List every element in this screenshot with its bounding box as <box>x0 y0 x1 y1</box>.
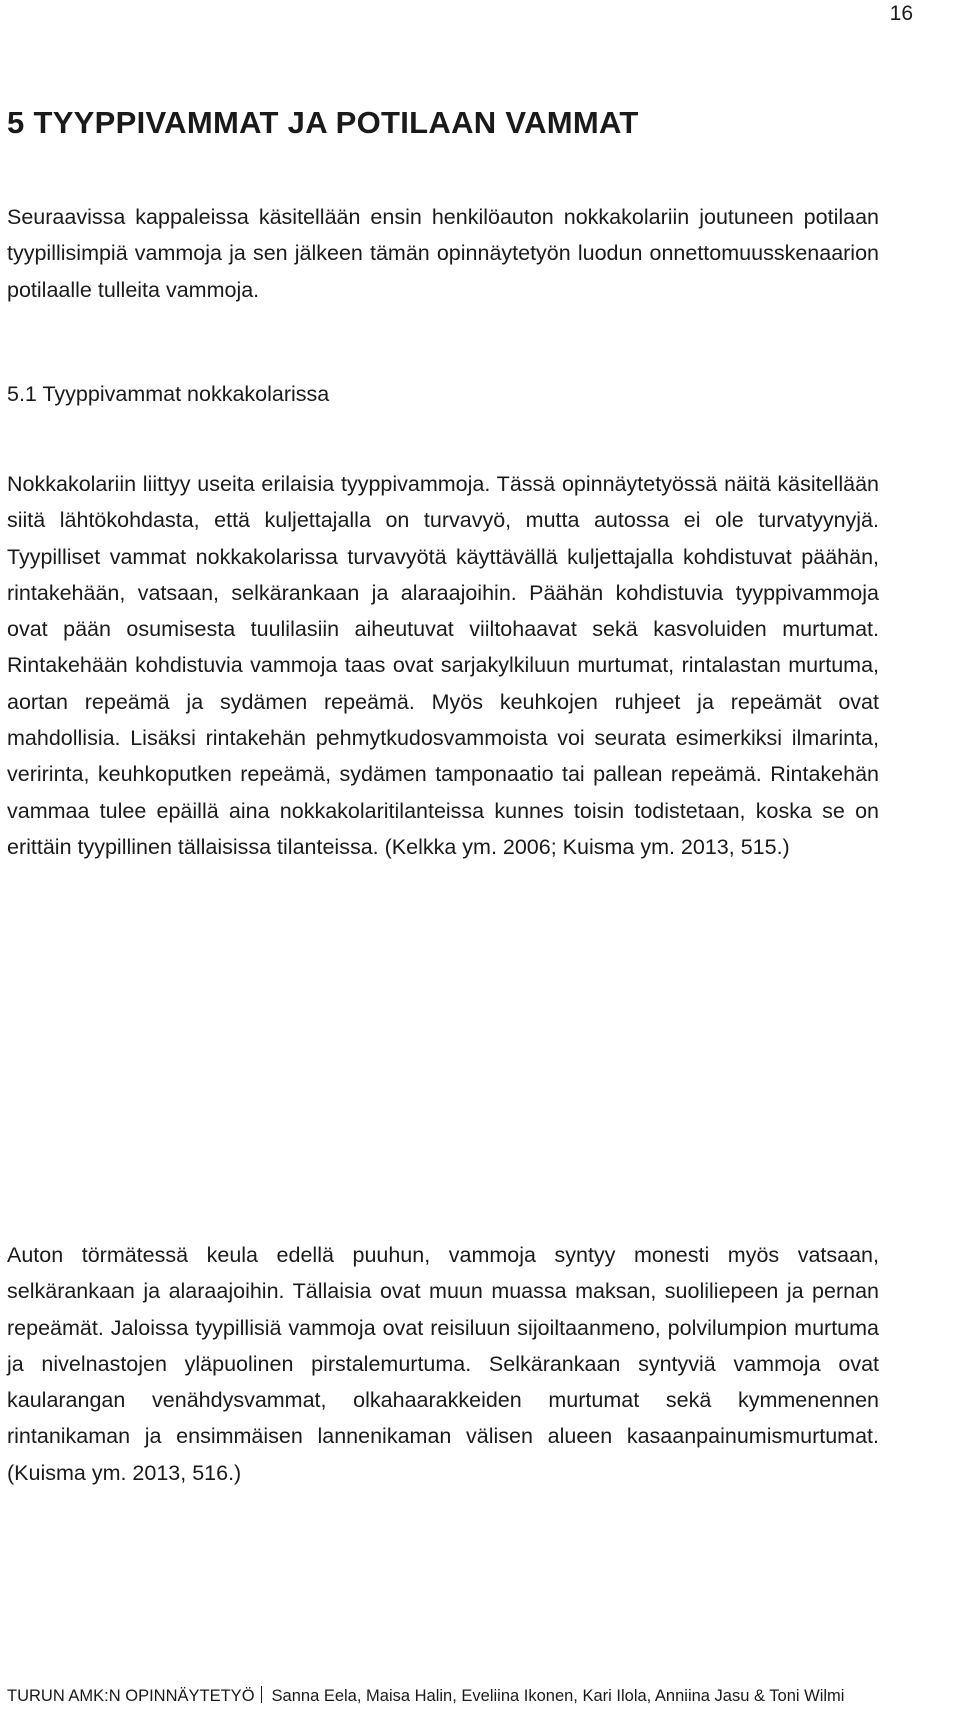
body-paragraph: Nokkakolariin liittyy useita erilaisia tyyppivammoja. Tässä opinnäytetyössä näitä käsitellään siitä lähtökohdasta, että kuljettajalla on turvavyö, mutta autossa ei ole turvatyynyjä. Tyypilliset vammat nokkakolarissa turvavyötä käyttävällä kuljettajalla kohdistuvat päähän, rintakehään, vatsaan, selkärankaan ja alaraajoihin. Päähän kohdistuvia tyyppivammoja ovat pään osumisesta tuulilasiin aiheutuvat viiltohaavat sekä kasvoluiden murtumat. Rintakehään kohdistuvia vammoja taas ovat sarjakylkiluun murtumat, rintalastan murtuma, aortan repeämä ja sydämen repeämä. Myös keuhkojen ruhjeet ja repeämät ovat mahdollisia. Lisäksi rintakehän pehmytkudosvammoista voi seurata esimerkiksi ilmarinta, veririnta, keuhkoputken repeämä, sydämen tamponaatio tai pallean repeämä. Rintakehän vammaa tulee epäillä aina nokkakolaritilanteissa kunnes toisin todistetaan, koska se on erittäin tyypillinen tällaisissa tilanteissa. (Kelkka ym. 2006; Kuisma ym. 2013, 515.) <box>7 472 879 859</box>
body-paragraph: Auton törmätessä keula edellä puuhun, vammoja syntyy monesti myös vatsaan, selkärankaan ja alaraajoihin. Tällaisia ovat muun muassa maksan, suoliliepeen ja pernan repeämät. Jaloissa tyypillisiä vammoja ovat reisiluun sijoiltaanmeno, polvilumpion murtuma ja nivelnastojen yläpuolinen pirstalemurtuma. Selkärankaan syntyviä vammoja ovat kaularangan venähdysvammat, olkahaarakkeiden murtumat sekä kymmenennen rintanikaman ja ensimmäisen lannenikaman välisen alueen kasaanpainumismurtumat. (Kuisma ym. 2013, 516.) <box>7 1243 879 1485</box>
footer-institution: TURUN AMK:N OPINNÄYTETYÖ <box>7 1687 255 1705</box>
page-footer <box>7 1686 879 1707</box>
footer-separator <box>261 1686 262 1703</box>
section-heading: 5.1 Tyyppivammat nokkakolarissa <box>7 382 330 406</box>
intro-paragraph: Seuraavissa kappaleissa käsitellään ensin henkilöauton nokkakolariin joutuneen potilaan tyypillisimpiä vammoja ja sen jälkeen tämän opinnäytetyön luodun onnettomuusskenaarion potilaalle tulleita vammoja. <box>7 205 879 302</box>
page-number: 16 <box>889 2 913 25</box>
chapter-heading: 5 TYYPPIVAMMAT JA POTILAAN VAMMAT <box>7 105 639 140</box>
footer-authors: Sanna Eela, Maisa Halin, Eveliina Ikonen, Kari Ilola, Anniina Jasu & Toni Wilmi <box>271 1687 845 1705</box>
